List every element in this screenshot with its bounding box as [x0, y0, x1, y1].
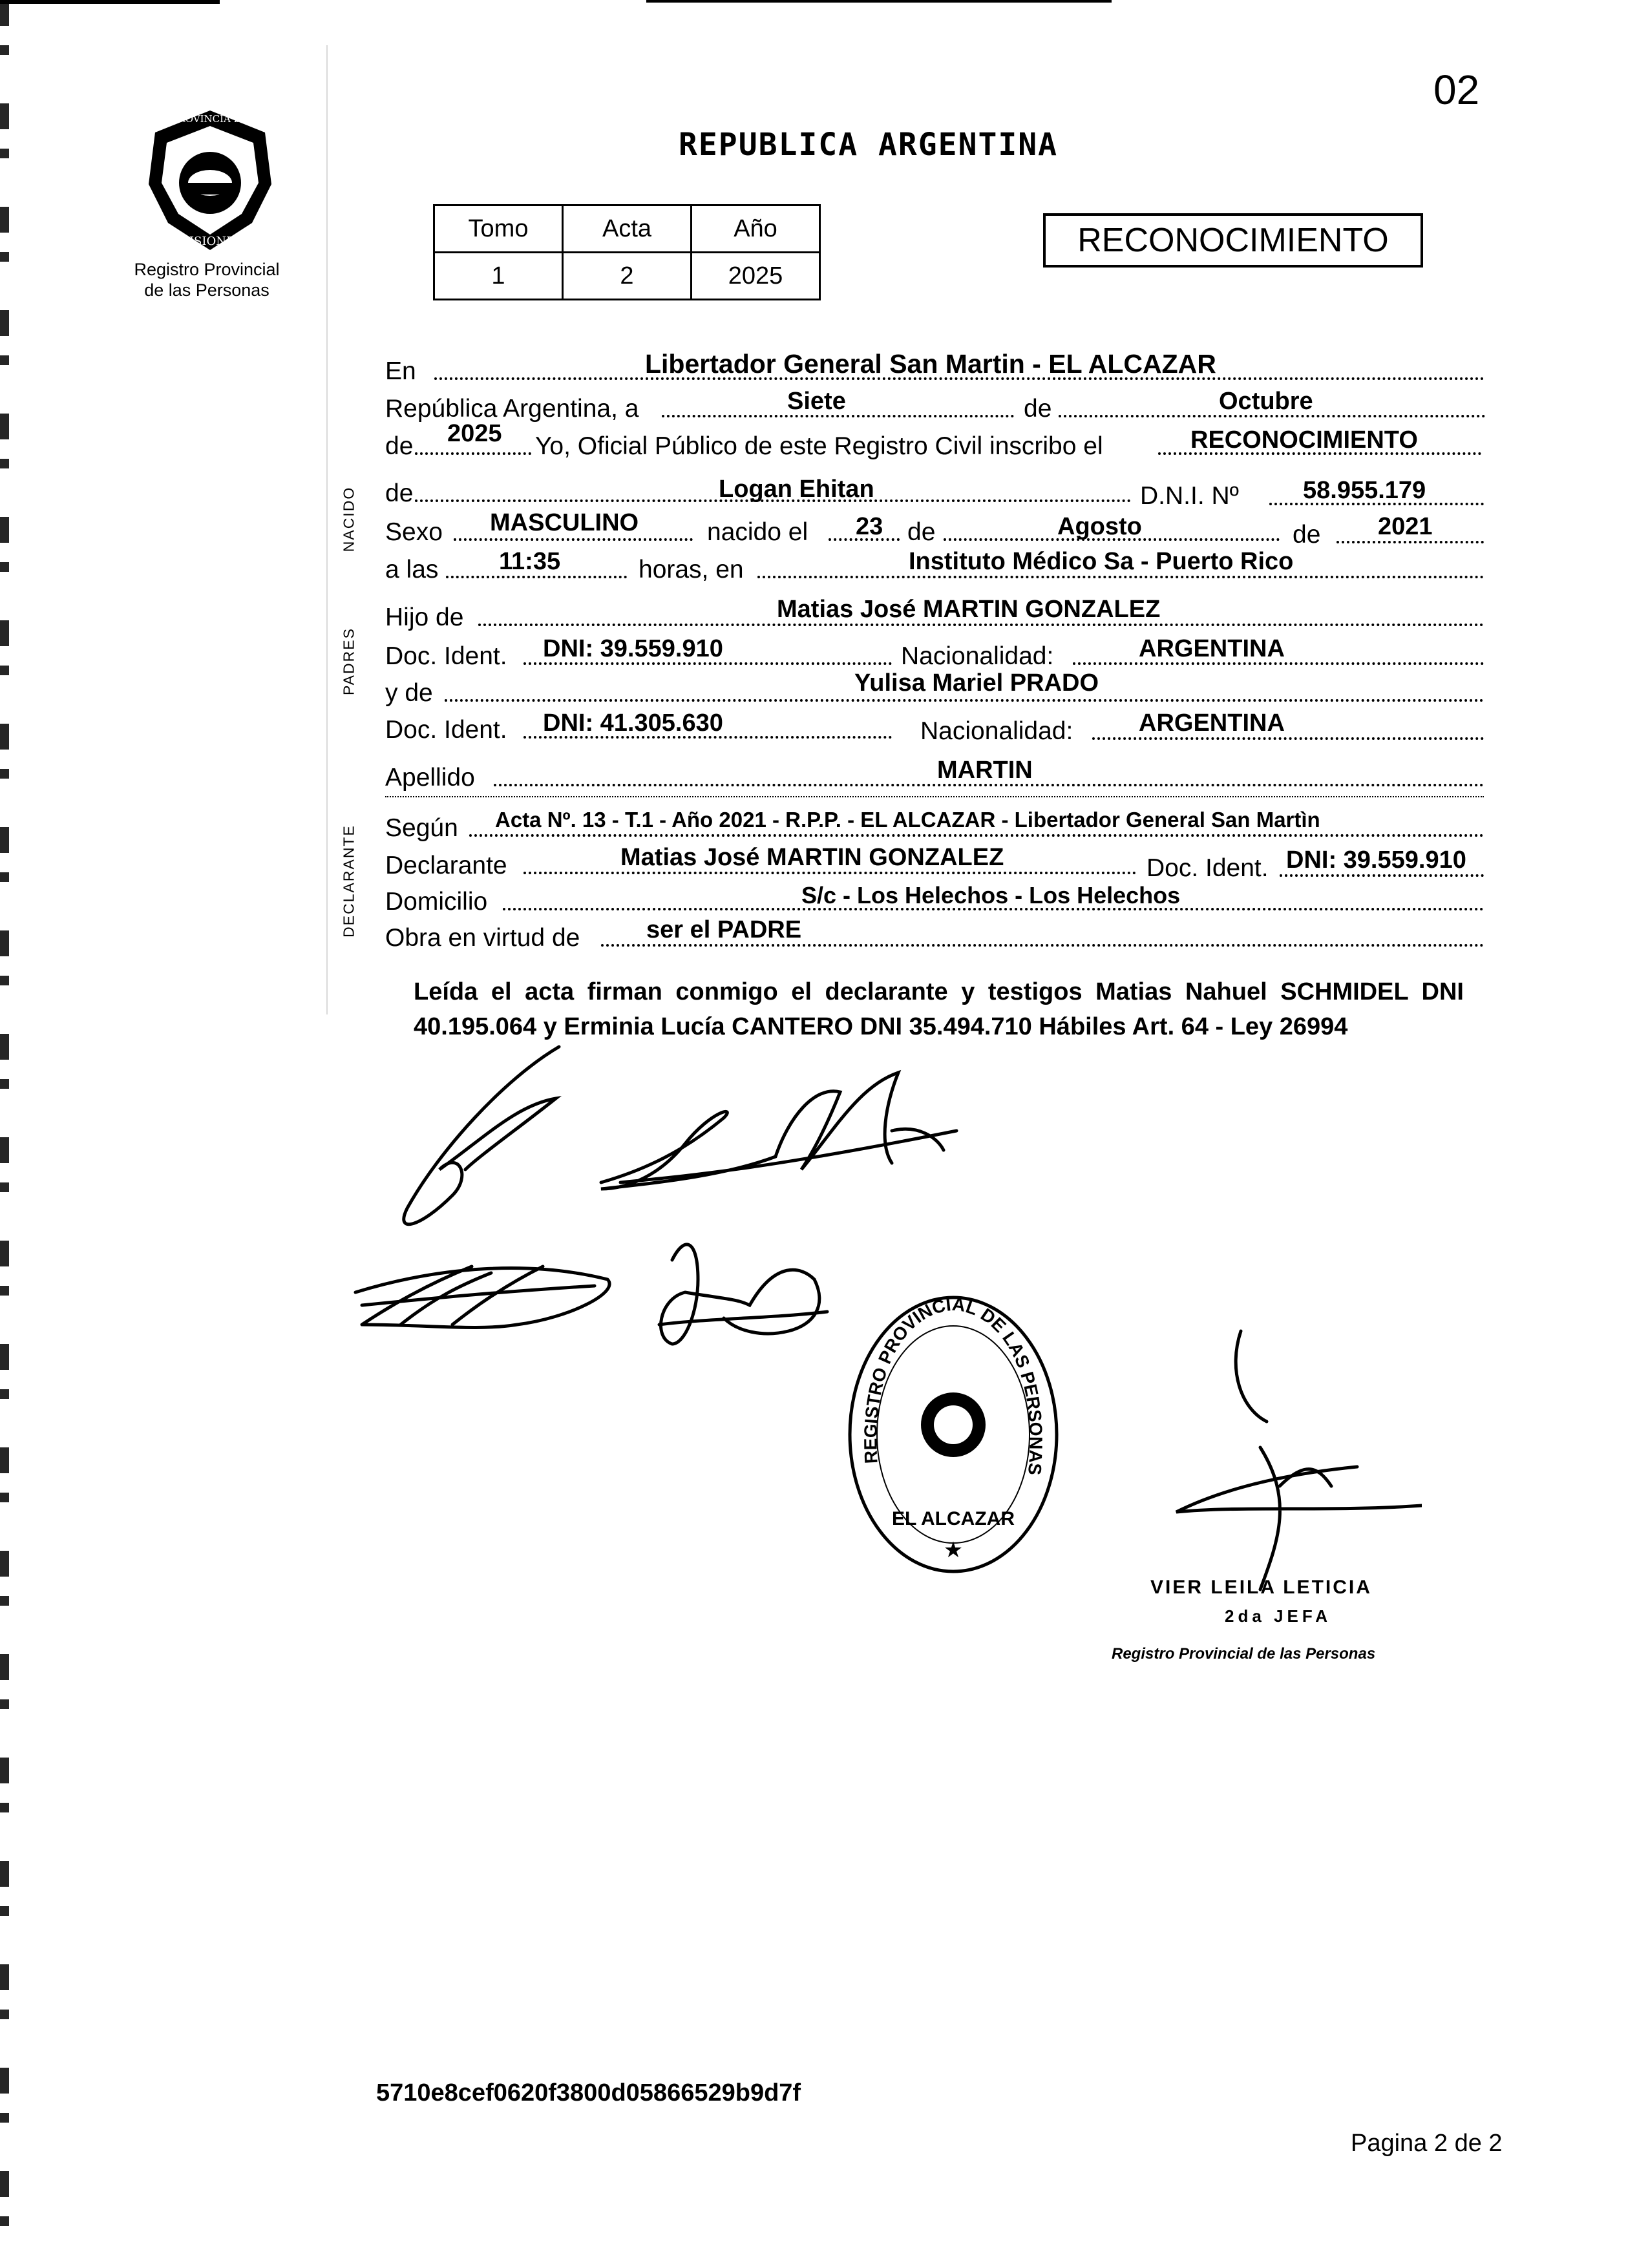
- dotted-line: [454, 538, 693, 541]
- official-seal: [840, 1286, 1066, 1583]
- dotted-line: [469, 834, 1484, 837]
- dotted-line: [1059, 415, 1485, 417]
- official-name: VIER LEILA LETICIA: [1150, 1577, 1372, 1598]
- province-logo: [142, 107, 278, 255]
- dotted-line: [662, 415, 1014, 417]
- value-nac-mes: Agosto: [1057, 513, 1142, 540]
- dotted-line: [385, 796, 1484, 797]
- record-table-header: Acta: [563, 205, 692, 253]
- record-type-box: RECONOCIMIENTO: [1043, 213, 1423, 268]
- dotted-line: [757, 576, 1484, 578]
- dotted-line: [446, 576, 627, 578]
- side-label-nacido: NACIDO: [340, 486, 357, 552]
- label-apellido: Apellido: [385, 764, 475, 792]
- registry-name-line1: Registro Provincial: [134, 260, 280, 279]
- label-doc-ident: Doc. Ident.: [1146, 854, 1269, 882]
- value-madre-nac: ARGENTINA: [1139, 709, 1285, 737]
- label-sexo: Sexo: [385, 518, 443, 546]
- label-a-las: a las: [385, 556, 439, 583]
- registry-name-line2: de las Personas: [144, 280, 269, 300]
- label-yo: Yo, Oficial Público de este Registro Civil inscribo el: [535, 432, 1103, 460]
- scan-edge-mark: [0, 0, 9, 2268]
- dotted-line: [1073, 662, 1484, 665]
- value-mes: Octubre: [1219, 388, 1313, 415]
- label-domicilio: Domicilio: [385, 888, 488, 916]
- label-en: En: [385, 357, 416, 385]
- dotted-line: [1092, 737, 1484, 740]
- value-anio: 2025: [447, 420, 502, 447]
- value-lugar-nac: Instituto Médico Sa - Puerto Rico: [909, 548, 1294, 575]
- star-icon: ★: [943, 1537, 964, 1563]
- label-nacionalidad: Nacionalidad:: [920, 717, 1073, 745]
- value-padre-nac: ARGENTINA: [1139, 635, 1285, 662]
- record-table-cell: 2: [563, 253, 692, 300]
- dotted-line: [415, 452, 531, 455]
- record-table-cell: 2025: [692, 253, 820, 300]
- signature-witness-2: [355, 1266, 609, 1327]
- dotted-line: [478, 624, 1484, 626]
- value-tipo: RECONOCIMIENTO: [1190, 426, 1418, 454]
- signature-witness-1: [601, 1073, 956, 1189]
- signature-official: [1176, 1331, 1422, 1590]
- value-nombre: Logan Ehitan: [719, 476, 874, 503]
- seal-text: REGISTRO PROVINCIAL DE LAS PERSONAS: [860, 1294, 1046, 1476]
- value-declarante: Matias José MARTIN GONZALEZ: [620, 844, 1004, 871]
- record-table-cell: 1: [434, 253, 563, 300]
- closing-paragraph: Leída el acta firman conmigo el declarante y testigos Matias Nahuel SCHMIDEL DNI 40.195.064 y Erminia Lucía CANTERO DNI 35.494.710 Hábiles Art. 64 - Ley 26994: [414, 978, 1464, 1040]
- label-de: de: [1024, 395, 1052, 423]
- document-hash: 5710e8cef0620f3800d05866529b9d7f: [376, 2079, 801, 2106]
- record-table-header: Año: [692, 205, 820, 253]
- official-role: 2da JEFA: [1225, 1606, 1332, 1626]
- label-doc-ident: Doc. Ident.: [385, 716, 507, 744]
- record-table-header: Tomo: [434, 205, 563, 253]
- value-dia: Siete: [787, 388, 846, 415]
- value-padre: Matias José MARTIN GONZALEZ: [777, 596, 1161, 623]
- page-number: 02: [1433, 67, 1480, 113]
- document-title: REPUBLICA ARGENTINA: [679, 127, 1059, 163]
- value-nac-dia: 23: [856, 513, 883, 540]
- margin-line: [326, 45, 328, 1014]
- value-madre-doc: DNI: 41.305.630: [543, 709, 723, 737]
- label-declarante: Declarante: [385, 852, 507, 879]
- dotted-line: [494, 784, 1484, 786]
- value-madre: Yulisa Mariel PRADO: [854, 669, 1099, 697]
- record-table: [433, 204, 821, 300]
- value-lugar: Libertador General San Martin - EL ALCAZAR: [645, 349, 1216, 379]
- value-hora: 11:35: [499, 548, 561, 575]
- dotted-line: [601, 944, 1484, 947]
- scan-top-mark: [646, 0, 1112, 3]
- label-doc-ident: Doc. Ident.: [385, 642, 507, 670]
- label-de-name: de: [385, 479, 414, 507]
- dotted-line: [523, 872, 1136, 874]
- label-nacionalidad: Nacionalidad:: [901, 642, 1054, 670]
- seal-center-text: EL ALCAZAR: [892, 1508, 1015, 1529]
- label-segun: Según: [385, 814, 458, 842]
- side-label-declarante: DECLARANTE: [340, 824, 357, 938]
- label-republica: República Argentina, a: [385, 395, 639, 423]
- label-y-de: y de: [385, 679, 433, 707]
- dotted-line: [523, 662, 892, 665]
- scan-top-mark: [0, 0, 220, 4]
- label-horas-en: horas, en: [639, 556, 744, 583]
- value-dni: 58.955.179: [1303, 477, 1426, 504]
- dotted-line: [1336, 541, 1484, 543]
- label-obra: Obra en virtud de: [385, 924, 580, 952]
- label-de: de: [385, 432, 414, 460]
- dotted-line: [445, 699, 1484, 702]
- logo-text-top: PROVINCIA DE: [171, 113, 249, 125]
- value-nac-anio: 2021: [1378, 513, 1433, 540]
- value-padre-doc: DNI: 39.559.910: [543, 635, 723, 662]
- value-sexo: MASCULINO: [490, 509, 639, 536]
- official-registry: Registro Provincial de las Personas: [1112, 1645, 1376, 1663]
- logo-text-bottom: MISIONES: [177, 235, 243, 248]
- page-of-pages: Pagina 2 de 2: [1351, 2130, 1503, 2157]
- value-declarante-doc: DNI: 39.559.910: [1286, 846, 1466, 874]
- value-apellido: MARTIN: [937, 757, 1033, 784]
- side-label-padres: PADRES: [340, 627, 357, 695]
- label-dni: D.N.I. Nº: [1140, 482, 1239, 510]
- signature-declarante: [404, 1047, 559, 1224]
- value-domicilio: S/c - Los Helechos - Los Helechos: [801, 882, 1181, 908]
- value-segun: Acta Nº. 13 - T.1 - Año 2021 - R.P.P. - EL ALCAZAR - Libertador General San Martìn: [495, 808, 1320, 832]
- label-de: de: [1293, 521, 1321, 549]
- label-nacido-el: nacido el: [707, 518, 808, 546]
- label-de: de: [907, 518, 936, 546]
- value-obra: ser el PADRE: [646, 916, 802, 943]
- signature-witness-3: [659, 1244, 827, 1344]
- label-hijo-de: Hijo de: [385, 604, 464, 631]
- dotted-line: [1280, 874, 1484, 877]
